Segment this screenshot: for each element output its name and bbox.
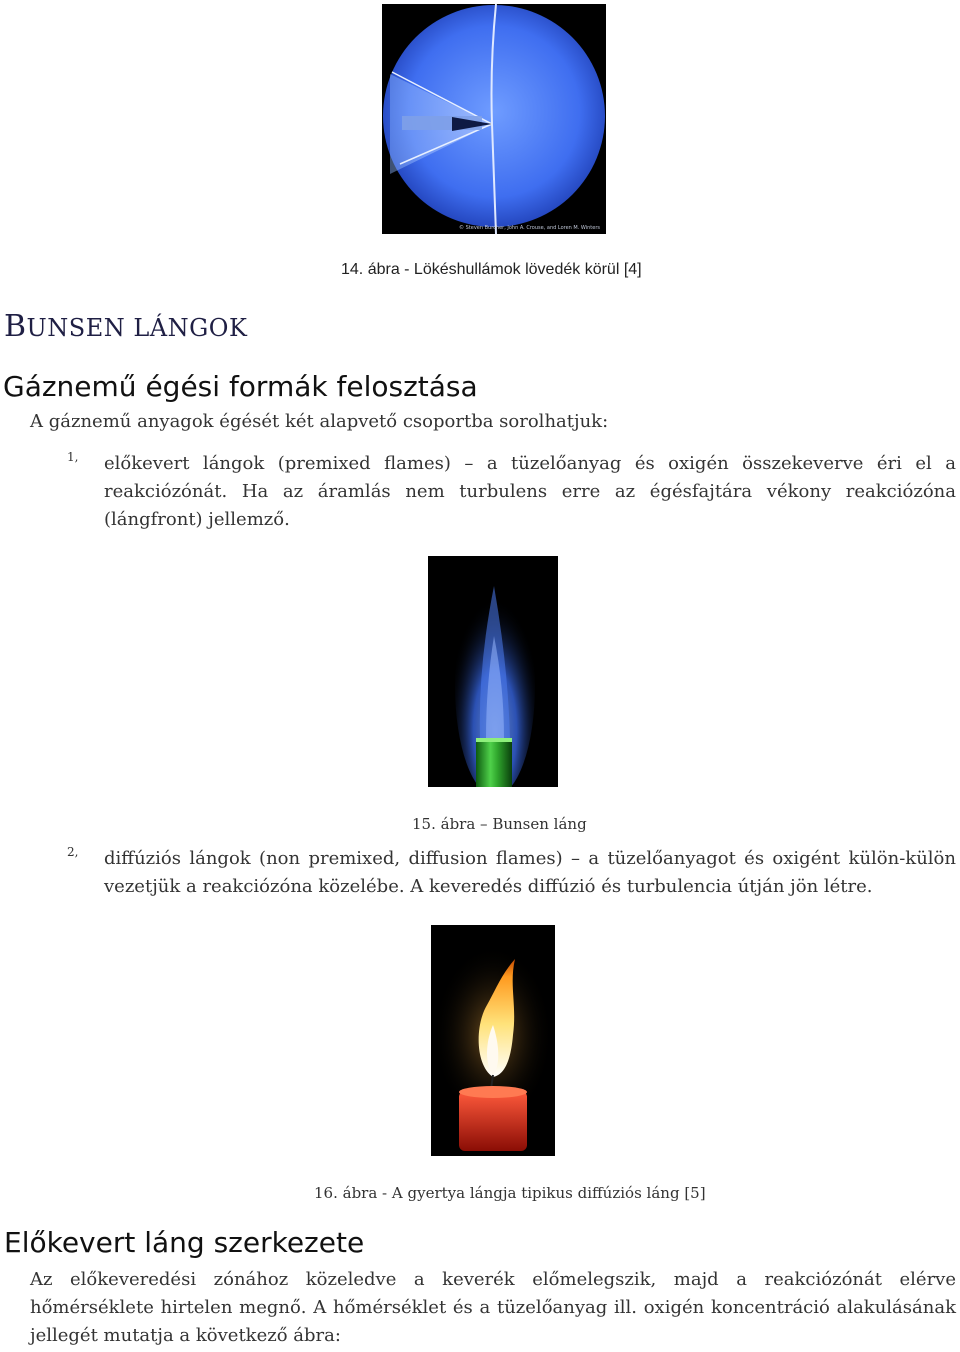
structure-heading: Előkevert láng szerkezete: [4, 1226, 365, 1259]
list-item-premixed: előkevert lángok (premixed flames) – a tüzelőanyag és oxigén összekeverve éri el a reakciózónát. Ha az áramlás nem turbulens erre az égésfajtára vékony reakciózóna (lángfront) jellemző.: [104, 453, 956, 530]
figure-15-caption: 15. ábra – Bunsen láng: [412, 815, 587, 833]
shockwave-illustration: [382, 4, 606, 234]
section-heading: [4, 309, 247, 344]
bunsen-flame-photo: [428, 556, 558, 787]
candle-flame-illustration: [431, 925, 555, 1156]
candle-flame-photo: [431, 925, 555, 1156]
shockwave-photo: [382, 4, 606, 234]
bunsen-flame-illustration: [428, 556, 558, 787]
structure-paragraph: Az előkeveredési zónához közeledve a keverék előmelegszik, majd a reakciózónát elérve hőmérséklete hirtelen megnő. A hőmérséklet és a tüzelőanyag ill. oxigén koncentráció alakulásának jellegét mutatja a következő ábra:: [30, 1269, 956, 1346]
figure-16-caption: 16. ábra - A gyertya lángja tipikus diffúziós láng [5]: [314, 1184, 706, 1202]
photo-credit: © Steven Burcher, John A. Crouse, and Loren M. Winters: [459, 225, 600, 231]
forms-heading: Gáznemű égési formák felosztása: [3, 370, 478, 403]
list-item-number: 1,: [67, 450, 79, 464]
list-item-diffusion: diffúziós lángok (non premixed, diffusion flames) – a tüzelőanyagot és oxigént külön-külön vezetjük a reakciózóna közelébe. A keveredés diffúzió és turbulencia útján jön létre.: [104, 848, 956, 897]
forms-intro: A gáznemű anyagok égését két alapvető csoportba sorolhatjuk:: [30, 411, 609, 432]
section-heading-rest: UNSEN LÁNGOK: [26, 314, 248, 342]
list-item-number: 2,: [67, 845, 79, 859]
section-heading-initial: B: [4, 309, 27, 344]
figure-14-caption: 14. ábra - Lökéshullámok lövedék körül [4]: [341, 261, 642, 278]
